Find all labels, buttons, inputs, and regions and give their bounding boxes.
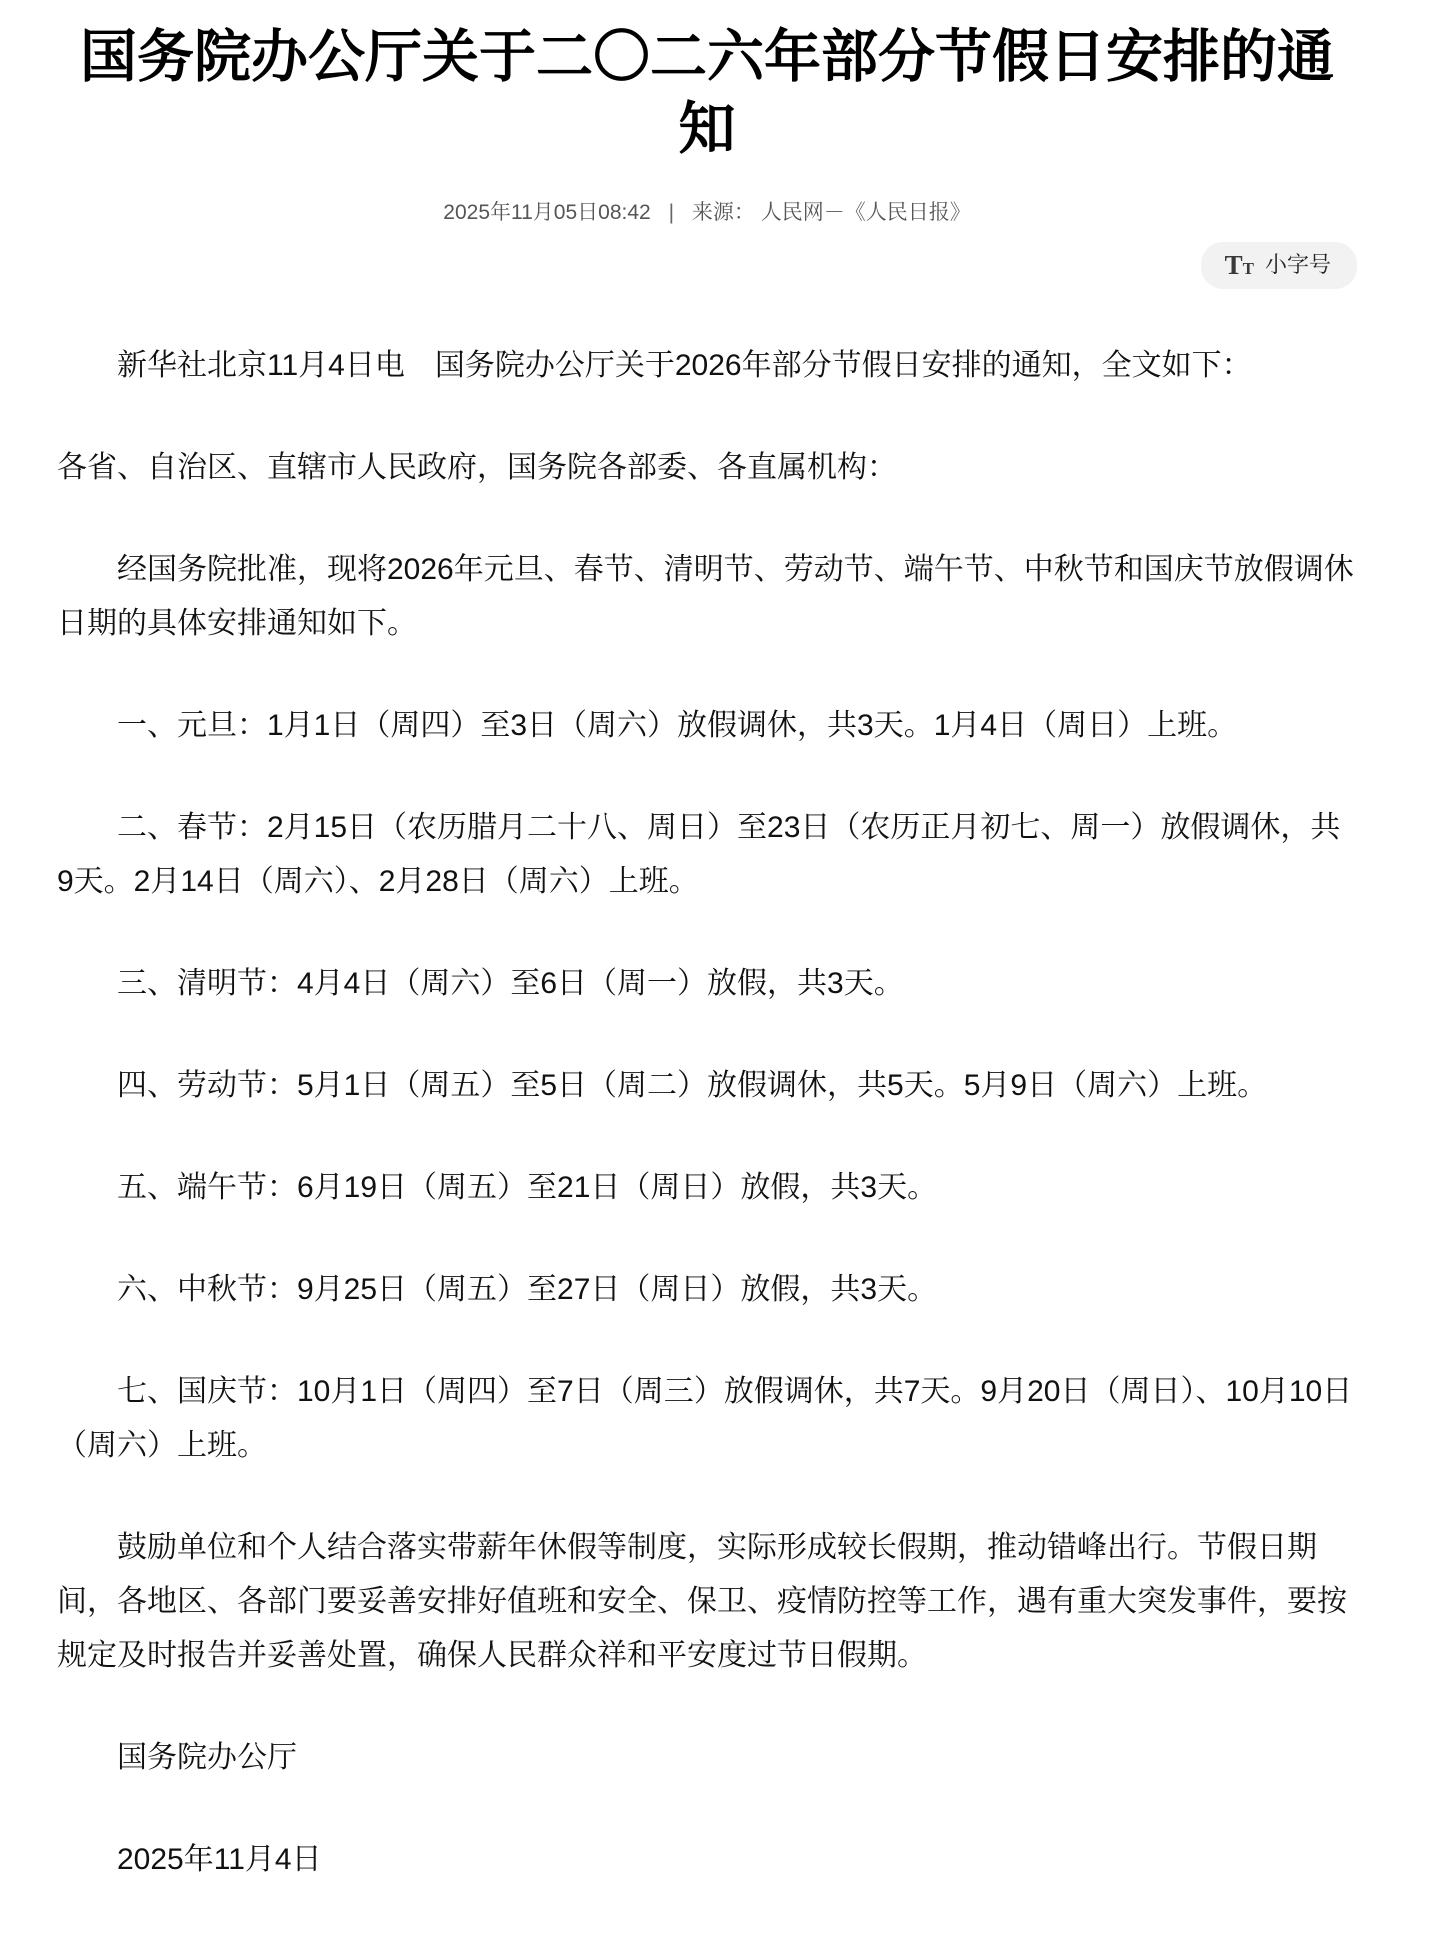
article-toolbar	[57, 242, 1357, 289]
publish-datetime: 2025年11月05日08:42	[443, 200, 651, 224]
source-label: 来源：	[691, 200, 755, 224]
article-paragraph: 一、元旦：1月1日（周四）至3日（周六）放假调休，共3天。1月4日（周日）上班。	[117, 709, 1238, 743]
article-paragraph: 2025年11月4日	[117, 1843, 322, 1877]
article-paragraph: 新华社北京11月4日电 国务院办公厅关于2026年部分节假日安排的通知，全文如下：	[117, 349, 1252, 383]
font-size-icon-large-t: T	[1224, 249, 1243, 280]
font-size-button[interactable]	[1201, 242, 1357, 289]
article-meta	[57, 196, 1357, 226]
source-link[interactable]: 人民网－《人民日报》	[760, 200, 971, 224]
article-paragraph: 鼓励单位和个人结合落实带薪年休假等制度，实际形成较长假期，推动错峰出行。节假日期间，各地区、各部门要妥善安排好值班和安全、保卫、疫情防控等工作，遇有重大突发事件，要按规定及时报告并妥善处置，确保人民群众祥和平安度过节日假期。	[57, 1531, 1347, 1673]
article-page	[57, 0, 1357, 1887]
article-paragraph: 四、劳动节：5月1日（周五）至5日（周二）放假调休，共5天。5月9日（周六）上班。	[117, 1069, 1268, 1103]
page-title: 国务院办公厅关于二〇二六年部分节假日安排的通知	[80, 25, 1334, 161]
article-paragraph: 五、端午节：6月19日（周五）至21日（周日）放假，共3天。	[117, 1171, 938, 1205]
article-paragraph: 国务院办公厅	[117, 1741, 297, 1775]
font-size-button-label: 小字号	[1264, 251, 1331, 277]
article-paragraph: 经国务院批准，现将2026年元旦、春节、清明节、劳动节、端午节、中秋节和国庆节放假调休日期的具体安排通知如下。	[57, 553, 1354, 641]
article-paragraph: 各省、自治区、直辖市人民政府，国务院各部委、各直属机构：	[57, 451, 897, 485]
font-size-icon	[1225, 249, 1254, 281]
article-paragraph: 二、春节：2月15日（农历腊月二十八、周日）至23日（农历正月初七、周一）放假调休，共9天。2月14日（周六）、2月28日（周六）上班。	[57, 811, 1341, 899]
article-body	[57, 339, 1357, 1887]
article-paragraph: 七、国庆节：10月1日（周四）至7日（周三）放假调休，共7天。9月20日（周日）、10月10日（周六）上班。	[57, 1375, 1353, 1463]
meta-separator: |	[668, 200, 675, 224]
font-size-icon-small-t: T	[1242, 258, 1254, 278]
article-paragraph: 六、中秋节：9月25日（周五）至27日（周日）放假，共3天。	[117, 1273, 938, 1307]
article-paragraph: 三、清明节：4月4日（周六）至6日（周一）放假，共3天。	[117, 967, 904, 1001]
